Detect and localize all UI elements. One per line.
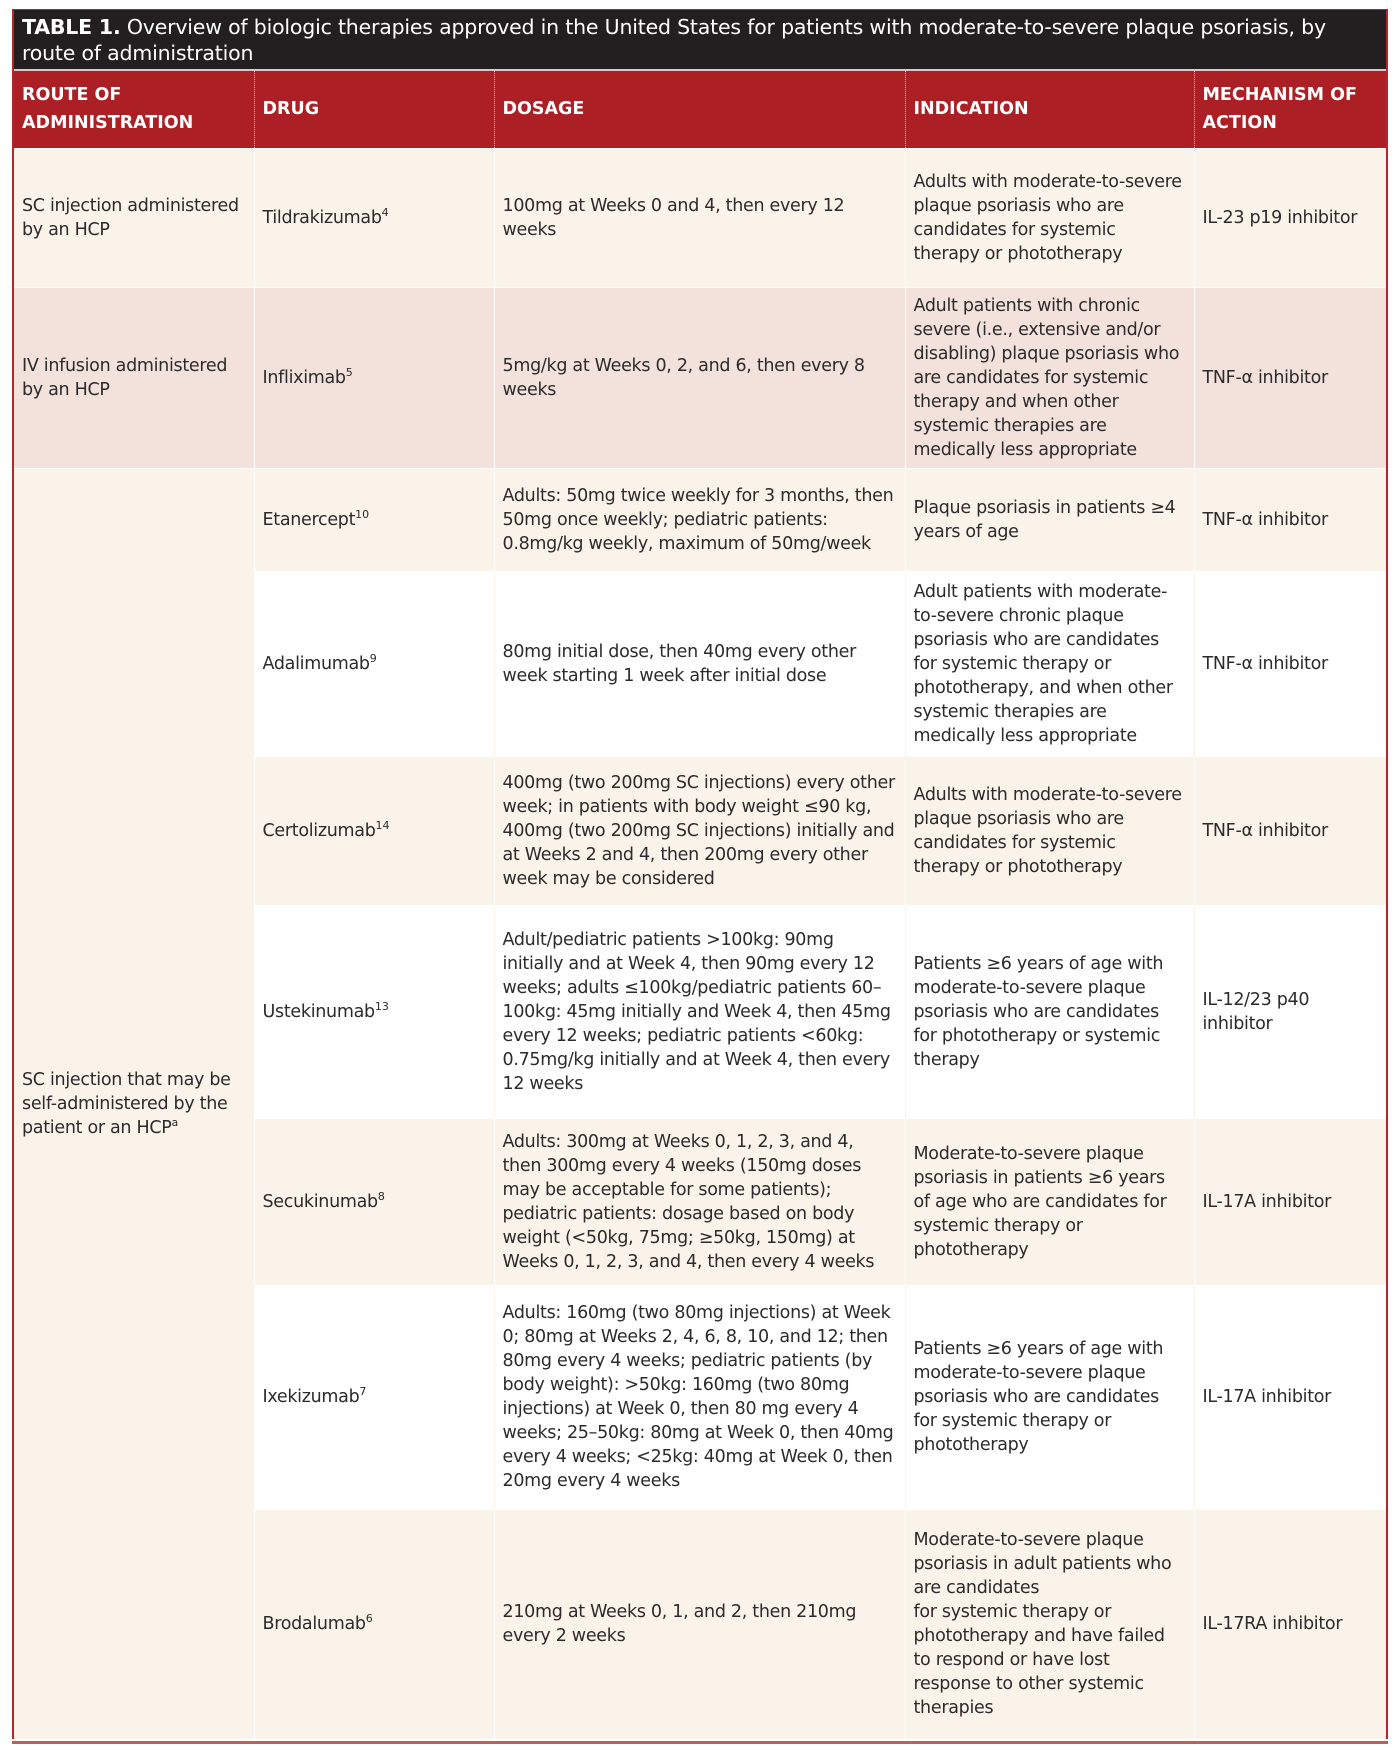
reference-superscript: 14	[375, 818, 390, 832]
table-row	[14, 148, 1386, 287]
reference-superscript: 4	[381, 205, 389, 219]
drug-cell	[254, 1509, 494, 1739]
mechanism-cell: TNF-α inhibitor	[1194, 756, 1386, 905]
reference-superscript: 6	[365, 1612, 373, 1626]
indication-cell: Plaque psoriasis in patients ≥4 years of age	[905, 468, 1194, 571]
drug-name: Tildrakizumab	[262, 207, 382, 228]
route-cell	[14, 468, 254, 1739]
reference-superscript: 5	[345, 365, 353, 379]
drug-name: Adalimumab	[262, 653, 370, 674]
drug-name: Ustekinumab	[262, 1001, 375, 1022]
drug-cell	[254, 148, 494, 287]
mechanism-cell: IL-17RA inhibitor	[1194, 1509, 1386, 1739]
reference-superscript: 10	[355, 507, 370, 521]
dosage-cell: Adults: 300mg at Weeks 0, 1, 2, 3, and 4, then 300mg every 4 weeks (150mg doses may be acceptable for some patients); pediatric patients: dosage based on body weight (<50kg, 75mg; ≥50kg, 150mg) at Weeks 0, 1, 2, 3, and 4, then every 4 weeks	[494, 1118, 905, 1285]
column-header-route: ROUTE OF ADMINISTRATION	[14, 71, 254, 148]
header-row	[14, 71, 1386, 148]
table-container	[12, 9, 1388, 1739]
drug-name: Ixekizumab	[262, 1387, 360, 1407]
drug-cell	[254, 905, 494, 1118]
mechanism-cell: TNF-α inhibitor	[1194, 287, 1386, 468]
route-text: SC injection administered by an HCP	[22, 195, 239, 240]
indication-cell: Moderate-to-severe plaque psoriasis in patients ≥6 years of age who are candidates for systemic therapy or phototherapy	[905, 1118, 1194, 1285]
column-header-indication: INDICATION	[905, 71, 1194, 148]
indication-cell: Adult patients with moderate-to-severe chronic plaque psoriasis who are candidates for systemic therapy or phototherapy, and when other systemic therapies are medically less appropriate	[905, 571, 1194, 756]
drug-cell	[254, 1118, 494, 1285]
indication-cell: Patients ≥6 years of age with moderate-to-severe plaque psoriasis who are candidates for systemic therapy or phototherapy	[905, 1285, 1194, 1509]
reference-superscript: 7	[359, 1385, 367, 1399]
dosage-cell: Adults: 160mg (two 80mg injections) at Week 0; 80mg at Weeks 2, 4, 6, 8, 10, and 12; then 80mg every 4 weeks; pediatric patients (by body weight): >50kg: 160mg (two 80mg injections) at Week 0, then 80 mg every 4 weeks; 25–50kg: 80mg at Week 0, then 40mg every 4 weeks; <25kg: 40mg at Week 0, then 20mg every 4 weeks	[494, 1285, 905, 1509]
biologics-table	[14, 71, 1386, 1739]
mechanism-cell: TNF-α inhibitor	[1194, 571, 1386, 756]
indication-cell: Adult patients with chronic severe (i.e., extensive and/or disabling) plaque psoriasis who are candidates for systemic therapy and when other systemic therapies are medically less appropriate	[905, 287, 1194, 468]
drug-cell	[254, 287, 494, 468]
drug-name: Infliximab	[262, 367, 346, 388]
route-text: IV infusion administered by an HCP	[22, 355, 228, 400]
indication-text-line-1: Moderate-to-severe plaque psoriasis in adult patients who are candidates	[913, 1530, 1172, 1599]
column-header-drug: DRUG	[254, 71, 494, 148]
table-row	[14, 287, 1386, 468]
drug-cell	[254, 1285, 494, 1509]
mechanism-cell: IL-17A inhibitor	[1194, 1118, 1386, 1285]
mechanism-cell: IL-12/23 p40 inhibitor	[1194, 905, 1386, 1118]
indication-cell: Patients ≥6 years of age with moderate-to-severe plaque psoriasis who are candidates for phototherapy or systemic therapy	[905, 905, 1194, 1118]
dosage-cell: Adults: 50mg twice weekly for 3 months, then 50mg once weekly; pediatric patients: 0.8mg/kg weekly, maximum of 50mg/week	[494, 468, 905, 571]
column-header-dosage: DOSAGE	[494, 71, 905, 148]
table-title: Overview of biologic therapies approved in the United States for patients with moderate-to-severe plaque psoriasis, by route of administration	[22, 15, 1326, 65]
drug-name: Etanercept	[262, 509, 356, 530]
reference-superscript: 9	[369, 651, 377, 665]
mechanism-cell: IL-23 p19 inhibitor	[1194, 148, 1386, 287]
drug-name: Brodalumab	[262, 1614, 366, 1635]
table-row	[14, 468, 1386, 571]
drug-name: Certolizumab	[262, 820, 376, 841]
drug-cell	[254, 571, 494, 756]
mechanism-cell: IL-17A inhibitor	[1194, 1285, 1386, 1509]
table-bottom-border	[12, 1741, 1388, 1744]
footnote-marker: a	[171, 1115, 179, 1129]
indication-cell	[905, 1509, 1194, 1739]
drug-cell	[254, 756, 494, 905]
dosage-cell: Adult/pediatric patients >100kg: 90mg initially and at Week 4, then 90mg every 12 weeks; adults ≤100kg/pediatric patients 60–100kg: 45mg initially and Week 4, then 45mg every 12 weeks; pediatric patients <60kg: 0.75mg/kg initially and at Week 4, then every 12 weeks	[494, 905, 905, 1118]
route-cell	[14, 148, 254, 287]
column-header-mechanism: MECHANISM OF ACTION	[1194, 71, 1386, 148]
dosage-cell: 210mg at Weeks 0, 1, and 2, then 210mg every 2 weeks	[494, 1509, 905, 1739]
table-label: TABLE 1.	[22, 15, 121, 39]
drug-name: Secukinumab	[262, 1191, 378, 1212]
drug-cell	[254, 468, 494, 571]
indication-cell: Adults with moderate-to-severe plaque psoriasis who are candidates for systemic therapy or phototherapy	[905, 148, 1194, 287]
dosage-cell: 400mg (two 200mg SC injections) every other week; in patients with body weight ≤90 kg, 400mg (two 200mg SC injections) initially and at Weeks 2 and 4, then 200mg every other week may be considered	[494, 756, 905, 905]
route-text: SC injection that may be self-administered by the patient or an HCP	[22, 1069, 231, 1138]
reference-superscript: 13	[374, 999, 389, 1013]
reference-superscript: 8	[377, 1189, 385, 1203]
dosage-cell: 5mg/kg at Weeks 0, 2, and 6, then every 8 weeks	[494, 287, 905, 468]
indication-cell: Adults with moderate-to-severe plaque psoriasis who are candidates for systemic therapy or phototherapy	[905, 756, 1194, 905]
route-cell	[14, 287, 254, 468]
indication-text-line-2: for systemic therapy or phototherapy and have failed to respond or have lost response to other systemic therapies	[913, 1602, 1165, 1719]
dosage-cell: 100mg at Weeks 0 and 4, then every 12 weeks	[494, 148, 905, 287]
dosage-cell: 80mg initial dose, then 40mg every other week starting 1 week after initial dose	[494, 571, 905, 756]
table-caption	[14, 10, 1386, 71]
mechanism-cell: TNF-α inhibitor	[1194, 468, 1386, 571]
